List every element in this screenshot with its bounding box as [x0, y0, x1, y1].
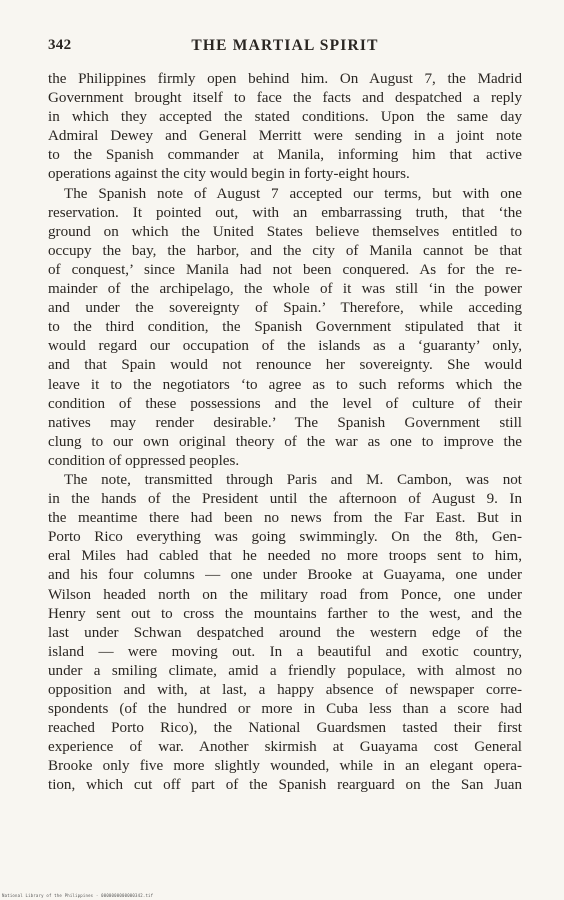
- text-line: the Philippines firmly open behind him. On August 7, the Madrid: [48, 71, 522, 87]
- text-line: and his four columns — one under Brooke at Guayama, one under: [48, 567, 522, 584]
- text-line: opposition and with, at last, a happy absence of newspaper corre-: [48, 682, 522, 698]
- text-line: last under Schwan despatched around the western edge of the: [48, 624, 522, 641]
- text-line: the meantime there had been no news from the Far East. But in: [48, 510, 522, 527]
- page-number: 342: [48, 37, 72, 53]
- text-line: condition of these possessions and the level of culture of their: [48, 395, 522, 412]
- text-line: under a smiling climate, amid a friendly populace, with almost no: [48, 662, 522, 679]
- text-line: clung to our own original theory of the war as one to improve the: [48, 433, 522, 450]
- text-line: ground on which the United States believe themselves entitled to: [48, 223, 522, 240]
- text-line: Brooke only five more slightly wounded, while in an elegant opera-: [48, 758, 522, 775]
- text-line: eral Miles had cabled that he needed no more troops sent to him,: [48, 548, 522, 565]
- text-line: in which they accepted the stated conditions. Upon the same day: [48, 109, 522, 126]
- body-text: [48, 70, 522, 796]
- text-line: to the Spanish commander at Manila, informing him that active: [48, 147, 522, 164]
- text-line: Henry sent out to cross the mountains farther to the west, and the: [48, 605, 522, 622]
- text-line: and under the sovereignty of Spain.’ Therefore, while acceding: [48, 300, 522, 317]
- text-line: natives may render desirable.’ The Spanish Government still: [48, 414, 522, 431]
- page-header: [48, 37, 522, 59]
- text-line: mainder of the archipelago, the whole of it was still ‘in the power: [48, 281, 522, 298]
- text-line: tion, which cut off part of the Spanish rearguard on the San Juan: [48, 777, 522, 794]
- text-line: The note, transmitted through Paris and M. Cambon, was not: [64, 471, 522, 488]
- text-line: leave it to the negotiators ‘to agree as to such reforms which the: [48, 376, 522, 393]
- text-line: Government brought itself to face the facts and despatched a reply: [48, 90, 522, 107]
- text-line: Admiral Dewey and General Merritt were sending in a joint note: [48, 128, 522, 145]
- text-line: in the hands of the President until the afternoon of August 9. In: [48, 491, 522, 508]
- text-line: spondents (of the hundred or more in Cuba less than a score had: [48, 701, 522, 718]
- text-line: operations against the city would begin in forty-eight hours.: [48, 166, 410, 183]
- scan-footer: National Library of the Philippines · 0000000000000342.tif: [2, 893, 154, 898]
- text-line: reservation. It pointed out, with an embarrassing truth, that ‘the: [48, 204, 522, 221]
- text-line: The Spanish note of August 7 accepted our terms, but with one: [64, 185, 522, 202]
- text-line: occupy the bay, the harbor, and the city of Manila cannot be that: [48, 242, 522, 259]
- text-line: to the third condition, the Spanish Government stipulated that it: [48, 319, 522, 336]
- text-line: condition of oppressed peoples.: [48, 452, 240, 469]
- text-line: and that Spain would not renounce her sovereignty. She would: [48, 357, 522, 374]
- text-line: of conquest,’ since Manila had not been conquered. As for the re-: [48, 261, 522, 278]
- text-line: Porto Rico everything was going swimmingly. On the 8th, Gen-: [48, 529, 522, 546]
- text-line: reached Porto Rico), the National Guardsmen tasted their first: [48, 720, 522, 737]
- running-head: THE MARTIAL SPIRIT: [191, 37, 379, 54]
- text-line: Wilson headed north on the military road from Ponce, one under: [48, 586, 522, 603]
- text-line: would regard our occupation of the islands as a ‘guaranty’ only,: [48, 338, 522, 355]
- text-line: island — were moving out. In a beautiful and exotic country,: [48, 643, 522, 660]
- text-line: experience of war. Another skirmish at Guayama cost General: [48, 739, 522, 756]
